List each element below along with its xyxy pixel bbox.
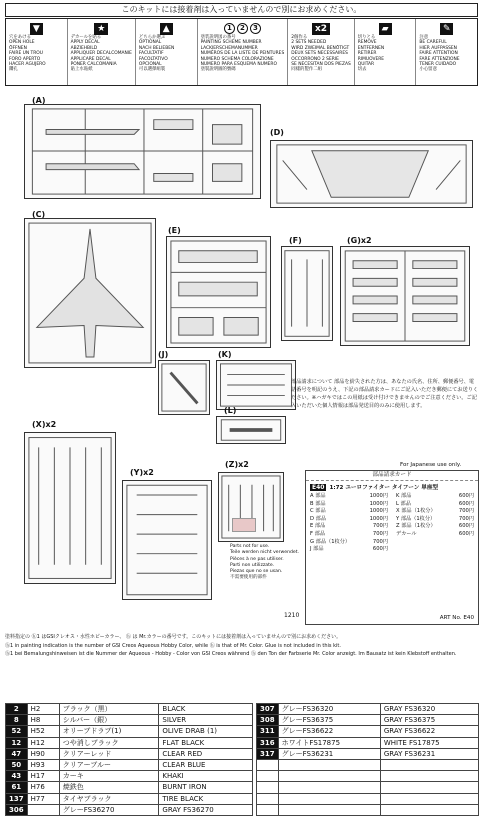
not-for-use-line: 不需要使用的部件 bbox=[230, 575, 267, 581]
legend-text: 切去 bbox=[357, 67, 367, 73]
sprue-y bbox=[122, 480, 212, 600]
paint-name-en: GRAY FS36320 bbox=[380, 704, 478, 715]
form-row bbox=[306, 546, 392, 554]
paint-name-jp: グレーFS36622 bbox=[278, 726, 380, 737]
form-part-name: E 部品 bbox=[310, 523, 326, 530]
form-part-name: デカール bbox=[396, 530, 417, 537]
paint-name-en: GRAY FS36375 bbox=[380, 715, 478, 726]
legend-text: ABZIEHBILD bbox=[70, 45, 98, 51]
paint-number: 43 bbox=[6, 771, 28, 782]
symbol-legend bbox=[5, 18, 478, 86]
legend-text: APPLY DECAL bbox=[70, 40, 100, 46]
paint-number: 50 bbox=[6, 759, 28, 770]
paint-code: H90 bbox=[27, 748, 59, 759]
sprue-c bbox=[24, 218, 156, 368]
form-part-name: D 部品 bbox=[310, 515, 327, 522]
paint-name-en: GRAY FS36622 bbox=[380, 726, 478, 737]
paint-name-en: GRAY FS36270 bbox=[159, 804, 253, 815]
sprue-d bbox=[270, 140, 473, 208]
sprue-a-label: (A) bbox=[32, 96, 46, 105]
paint-name-en: WHITE FS17875 bbox=[380, 737, 478, 748]
paint-number: 61 bbox=[6, 782, 28, 793]
sprue-l bbox=[216, 416, 286, 444]
sprue-k-label: (K) bbox=[218, 350, 232, 359]
sprue-d-label: (D) bbox=[270, 128, 284, 137]
paint-name-jp: グレーFS36375 bbox=[278, 715, 380, 726]
remove-icon: ▰ bbox=[358, 21, 413, 35]
sprue-x-label: (X)x2 bbox=[32, 420, 57, 429]
paint-row bbox=[6, 782, 253, 793]
legend-item bbox=[355, 19, 417, 85]
legend-text: どちらか選ぶ bbox=[138, 35, 166, 40]
paint-row bbox=[257, 704, 479, 715]
form-part-name: F 部品 bbox=[310, 530, 326, 537]
paint-name-en: KHAKI bbox=[159, 771, 253, 782]
form-row bbox=[306, 531, 392, 539]
sprue-g bbox=[340, 246, 470, 346]
legend-text: SE NECESITAN DOS PIEZAS bbox=[291, 62, 351, 68]
paint-table-left bbox=[5, 703, 253, 816]
paint-name-jp: グレーFS36270 bbox=[59, 804, 159, 815]
legend-text: HACER AGUJERO bbox=[9, 62, 46, 68]
legend-item bbox=[6, 19, 68, 85]
paint-name-en: GRAY FS36231 bbox=[380, 748, 478, 759]
paint-code: H2 bbox=[27, 704, 59, 715]
legend-text: FORO APERTO bbox=[9, 56, 41, 62]
form-row bbox=[306, 523, 392, 531]
paint-name-en: BLACK bbox=[159, 704, 253, 715]
legend-text: QUITAR bbox=[357, 62, 375, 68]
paint-number: 52 bbox=[6, 726, 28, 737]
paint-number: 47 bbox=[6, 748, 28, 759]
paint-name-jp: グレーFS36231 bbox=[278, 748, 380, 759]
legend-text: REMOVE bbox=[357, 40, 377, 46]
form-price-list bbox=[306, 493, 478, 554]
paint-number: 317 bbox=[257, 748, 279, 759]
sprue-l-label: (L) bbox=[224, 406, 237, 415]
japan-only-note: For Japanese use only. bbox=[400, 462, 462, 468]
not-for-use-swatch bbox=[232, 518, 256, 532]
legend-text: OPCIONAL bbox=[138, 62, 162, 68]
form-row bbox=[306, 493, 392, 501]
sprue-y-label: (Y)x2 bbox=[130, 468, 154, 477]
sprue-code: 1210 bbox=[284, 612, 300, 619]
legend-text: 小心留意 bbox=[419, 67, 437, 73]
not-for-use-note bbox=[230, 544, 299, 582]
paint-code bbox=[27, 804, 59, 815]
paint-name-jp bbox=[278, 771, 380, 782]
paint-name-jp bbox=[278, 782, 380, 793]
paint-number: 311 bbox=[257, 726, 279, 737]
form-part-name: K 部品 bbox=[396, 493, 412, 499]
paint-row bbox=[257, 737, 479, 748]
paint-number: 307 bbox=[257, 704, 279, 715]
legend-text: FAIRE UN TROU bbox=[9, 51, 43, 57]
paint-number: 306 bbox=[6, 804, 28, 815]
paint-name-en bbox=[380, 759, 478, 770]
paint-number: 308 bbox=[257, 715, 279, 726]
paint-scheme-icon: 1 2 3 bbox=[201, 21, 285, 35]
paint-table-right bbox=[256, 703, 479, 816]
sprue-c-label: (C) bbox=[32, 210, 46, 219]
legend-text: NUMERO SCHEMA COLORAZIONE bbox=[200, 56, 274, 62]
form-part-price: 700円 bbox=[458, 515, 474, 522]
paint-code: H17 bbox=[27, 771, 59, 782]
legend-text: NACH BELIEBEN bbox=[138, 45, 175, 51]
legend-text: TENER CUIDADO bbox=[419, 62, 457, 68]
legend-text: NUMÉROS DE LA LISTE DE PEINTURES bbox=[200, 51, 285, 57]
legend-text: 可以選擇組裝 bbox=[138, 67, 166, 73]
paint-name-en: TIRE BLACK bbox=[159, 793, 253, 804]
form-part-price: 1000円 bbox=[369, 500, 388, 507]
paint-row bbox=[257, 715, 479, 726]
paint-code: H8 bbox=[27, 715, 59, 726]
paint-name-en: BURNT IRON bbox=[159, 782, 253, 793]
form-part-name: L 部品 bbox=[396, 500, 411, 507]
not-for-use-line: Teile werden nicht verwendet. bbox=[230, 550, 300, 556]
paint-name-jp: オリーブドラブ(1) bbox=[59, 726, 159, 737]
paint-row bbox=[6, 771, 253, 782]
paint-name-en: SILVER bbox=[159, 715, 253, 726]
paint-name-jp bbox=[278, 804, 380, 815]
legend-text: 同樣的製作二組 bbox=[291, 67, 322, 73]
paint-name-jp: グレーFS36320 bbox=[278, 704, 380, 715]
paint-code: H76 bbox=[27, 782, 59, 793]
paint-intro-line: ⓗ1 bei Bemalungshinweisen ist die Nummer der Aqueous - Hobby - Color von GSI Creos während ⓗ den Ton der Farbserie Mr. Color anzeigt. Im Bausatz ist kein Klebstoff enthalten. bbox=[5, 651, 457, 658]
legend-text: PAINTING SCHEME NUMBER bbox=[200, 40, 262, 46]
legend-item bbox=[68, 19, 136, 85]
paint-name-jp: クリアーレッド bbox=[59, 748, 159, 759]
paint-number: 12 bbox=[6, 737, 28, 748]
form-part-name: X 部品（1枚分） bbox=[396, 508, 436, 515]
legend-item bbox=[198, 19, 289, 85]
form-row bbox=[306, 508, 392, 516]
paint-name-en bbox=[380, 771, 478, 782]
legend-text: FACOLTATIVO bbox=[138, 56, 168, 62]
legend-text: OPEN HOLE bbox=[9, 40, 35, 46]
legend-text: ÖFFNEN bbox=[9, 45, 27, 51]
sprue-j bbox=[158, 360, 210, 415]
paint-name-jp bbox=[278, 759, 380, 770]
legend-text: 穴をあける bbox=[9, 35, 31, 40]
form-row bbox=[392, 523, 478, 531]
paint-number: 316 bbox=[257, 737, 279, 748]
form-part-name: J 部品 bbox=[310, 546, 324, 553]
sprue-g-label: (G)x2 bbox=[347, 236, 372, 245]
paint-name-jp bbox=[278, 793, 380, 804]
legend-text: ENTFERNEN bbox=[357, 45, 385, 51]
paint-intro-line: 塗料指定の ⓗ1 はGSIクレオス・水性ホビーカラー、 ⓗ は Mr.カラーの番号です。このキットには接着剤は入っていませんので別にお求めください。 bbox=[5, 634, 342, 640]
paint-name-en bbox=[380, 782, 478, 793]
legend-text: RIMUOVERE bbox=[357, 56, 385, 62]
form-part-price: 600円 bbox=[458, 500, 474, 507]
not-for-use-line: Parti non utilizzate. bbox=[230, 562, 275, 568]
sprue-x bbox=[24, 432, 116, 584]
caution-icon: ✎ bbox=[419, 21, 474, 35]
form-part-price: 1000円 bbox=[369, 493, 388, 499]
paint-number bbox=[257, 759, 279, 770]
legend-text: 塗装説明図の番号 bbox=[200, 35, 236, 40]
form-part-name: Z 部品（1枚分） bbox=[396, 523, 436, 530]
form-row bbox=[392, 531, 478, 539]
paint-row bbox=[6, 737, 253, 748]
paint-code: H77 bbox=[27, 793, 59, 804]
form-part-name: A 部品 bbox=[310, 493, 326, 499]
legend-text: FARE ATTENZIONE bbox=[419, 56, 460, 62]
sprue-j-label: (J) bbox=[158, 350, 169, 359]
paint-row bbox=[257, 782, 479, 793]
legend-text: RETIRER bbox=[357, 51, 377, 57]
form-product: 1:72 ユーロファイター タイフーン 単座型 bbox=[329, 485, 439, 491]
paint-name-jp: タイヤブラック bbox=[59, 793, 159, 804]
paint-row bbox=[257, 759, 479, 770]
legend-text: LACKIERSCHEMANUMMER bbox=[200, 45, 258, 51]
form-part-price: 600円 bbox=[458, 493, 474, 499]
paint-code: H52 bbox=[27, 726, 59, 737]
paint-code: H93 bbox=[27, 759, 59, 770]
sprue-a bbox=[24, 104, 261, 199]
parts-request-notice: 部品請求について 部品を紛失された方は、あなたの氏名、住所、郵便番号、電話番号を明記のうえ、下記の部品請求カードにご記入いただき郵便にてお送りください。※ハガキではこの用紙は受け付けできませんのでご注意ください。ご記入いただいた個人情報は部品発送目的のみに使用します。 bbox=[291, 379, 479, 409]
paint-name-en: FLAT BLACK bbox=[159, 737, 253, 748]
paint-name-en bbox=[380, 804, 478, 815]
legend-text: 鑽孔 bbox=[9, 67, 18, 73]
legend-text: HIER AUFPASSEN bbox=[419, 45, 457, 51]
paint-row bbox=[6, 704, 253, 715]
form-part-price: 600円 bbox=[372, 546, 388, 553]
paint-name-jp: クリアーブルー bbox=[59, 759, 159, 770]
legend-text: APPLICARE DECAL bbox=[70, 56, 111, 62]
form-art-no: ART No. E40 bbox=[439, 615, 474, 621]
legend-text: BE CAREFUL bbox=[419, 40, 447, 46]
legend-item bbox=[416, 19, 477, 85]
legend-text: DEUX SETS NECESSAIRES bbox=[291, 51, 348, 57]
paint-name-jp: ブラック（黒） bbox=[59, 704, 159, 715]
sprue-k bbox=[216, 360, 296, 410]
x2-icon: x2 bbox=[291, 21, 351, 35]
paint-number bbox=[257, 793, 279, 804]
legend-text: FACULTATIF bbox=[138, 51, 164, 57]
paint-name-jp: シルバー（銀） bbox=[59, 715, 159, 726]
not-for-use-line: Pièces à ne pas utiliser. bbox=[230, 556, 284, 562]
paint-row bbox=[6, 793, 253, 804]
legend-text: 貼上水貼紙 bbox=[70, 67, 93, 73]
legend-text: WIRD ZWEIMAL BENÖTIGT bbox=[291, 45, 350, 51]
paint-row bbox=[257, 726, 479, 737]
paint-number: 137 bbox=[6, 793, 28, 804]
legend-text: FAIRE ATTENTION bbox=[419, 51, 458, 57]
paint-row bbox=[6, 748, 253, 759]
legend-item bbox=[136, 19, 198, 85]
legend-text: 切りとる bbox=[357, 35, 376, 40]
form-part-price: 700円 bbox=[458, 508, 474, 515]
paint-name-en bbox=[380, 793, 478, 804]
legend-text: 注意 bbox=[419, 35, 429, 40]
form-part-price: 700円 bbox=[372, 538, 388, 545]
paint-number: 2 bbox=[6, 704, 28, 715]
paint-name-en: CLEAR BLUE bbox=[159, 759, 253, 770]
form-row bbox=[392, 493, 478, 501]
form-part-name: B 部品 bbox=[310, 500, 326, 507]
paint-number: 8 bbox=[6, 715, 28, 726]
form-part-price: 1000円 bbox=[369, 515, 388, 522]
paint-row bbox=[257, 793, 479, 804]
paint-intro bbox=[5, 634, 479, 660]
glue-notice-header: このキットには接着剤は入っていませんので別にお求めください。 bbox=[5, 3, 478, 17]
paint-row bbox=[257, 804, 479, 815]
paint-number bbox=[257, 782, 279, 793]
form-row bbox=[392, 508, 478, 516]
legend-text: NUMERO PARA ESQUEMA NUMERO bbox=[200, 62, 277, 68]
option-icon: ▲ bbox=[139, 21, 194, 35]
form-part-price: 700円 bbox=[372, 530, 388, 537]
legend-text: PONER CALCOMANIA bbox=[70, 62, 117, 68]
form-part-price: 700円 bbox=[372, 523, 388, 530]
sprue-f bbox=[281, 246, 333, 341]
not-for-use-line: Parts not for use. bbox=[230, 544, 270, 549]
legend-text: OPTIONAL bbox=[138, 40, 162, 46]
decal-icon: ★ bbox=[71, 21, 132, 35]
sprue-e-label: (E) bbox=[168, 226, 181, 235]
paint-name-en: OLIVE DRAB (1) bbox=[159, 726, 253, 737]
paint-row bbox=[257, 748, 479, 759]
legend-text: APPLIQUER DECALCOMANIE bbox=[70, 51, 132, 57]
legend-item bbox=[288, 19, 355, 85]
form-part-price: 1000円 bbox=[369, 508, 388, 515]
legend-text: 2 SETS NEEDED bbox=[291, 40, 327, 46]
paint-row bbox=[257, 771, 479, 782]
paint-name-en: CLEAR RED bbox=[159, 748, 253, 759]
sprue-z-label: (Z)x2 bbox=[225, 460, 249, 469]
paint-row bbox=[6, 726, 253, 737]
paint-name-jp: 焼鉄色 bbox=[59, 782, 159, 793]
sprue-e bbox=[166, 236, 271, 348]
paint-number bbox=[257, 804, 279, 815]
legend-text: OCCORRONO 2 SERIE bbox=[291, 56, 339, 62]
paint-row bbox=[6, 759, 253, 770]
paint-row bbox=[6, 804, 253, 815]
form-part-name: G 部品（1枚分） bbox=[310, 538, 351, 545]
paint-code: H12 bbox=[27, 737, 59, 748]
paint-number bbox=[257, 771, 279, 782]
drill-icon: ▼ bbox=[9, 21, 64, 35]
paint-row bbox=[6, 715, 253, 726]
sprue-f-label: (F) bbox=[289, 236, 302, 245]
paint-name-jp: つや消しブラック bbox=[59, 737, 159, 748]
paint-name-jp: カーキ bbox=[59, 771, 159, 782]
form-part-name: C 部品 bbox=[310, 508, 326, 515]
form-part-price: 600円 bbox=[458, 523, 474, 530]
legend-text: デカールを貼る bbox=[70, 35, 102, 40]
paint-name-jp: ホワイトFS17875 bbox=[278, 737, 380, 748]
form-title: 部品請求カード bbox=[306, 471, 478, 481]
legend-text: 2個作る bbox=[291, 35, 308, 40]
form-part-name: Y 部品（1枚分） bbox=[396, 515, 436, 522]
form-part-price: 600円 bbox=[458, 530, 474, 537]
parts-order-form bbox=[305, 470, 479, 625]
legend-text: 塗裝說明圖的號碼 bbox=[200, 67, 236, 73]
paint-intro-line: ⓗ1 in painting indication is the number of GSI Creos Aqueous Hobby Color, while ⓗ is that of Mr. Color. Glue is not included in this kit. bbox=[5, 642, 341, 649]
not-for-use-line: Piezas que no se usan. bbox=[230, 569, 283, 575]
form-code: E40 bbox=[312, 483, 325, 491]
